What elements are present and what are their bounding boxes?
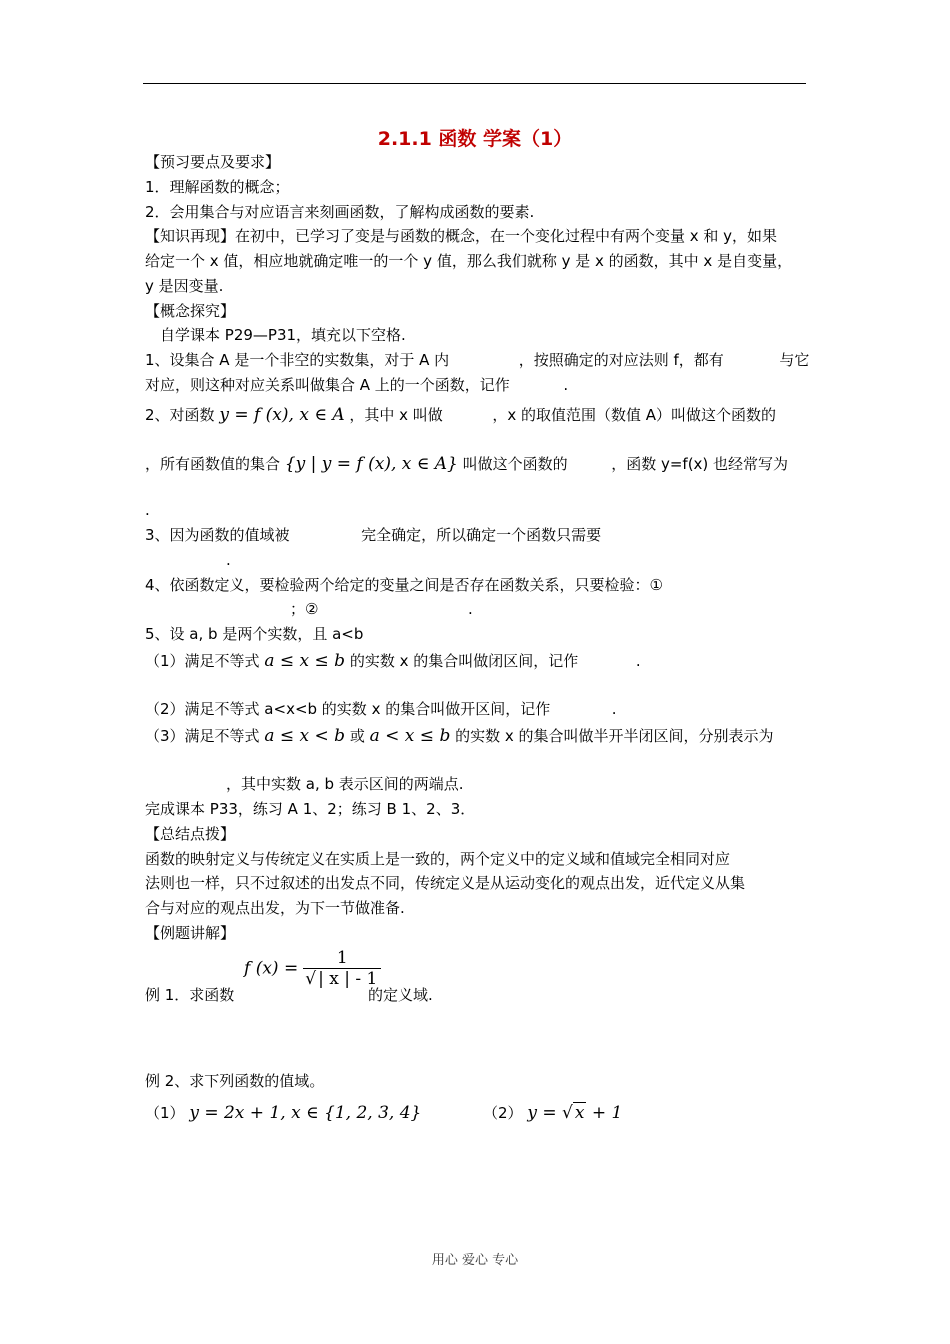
q4-text-b: . [468,600,473,618]
q5-item-3-cont: ，其中实数 a, b 表示区间的两端点. [226,775,464,793]
q1-text-c: 与它 [779,351,810,369]
q5-3-formula-1: a ≤ x < b [264,726,346,746]
q1-text-b: ，按照确定的对应法则 f，都有 [518,351,724,369]
q2-line-3: . [145,501,150,519]
example-2-2-label: （2） [483,1104,523,1122]
q4-line-2 [290,599,473,619]
q5-2-text-b: . [611,700,617,718]
q2-line-1 [145,405,776,425]
example-1-formula [244,948,381,989]
knowledge-line-2: 给定一个 x 值，相应地就确定唯一的一个 y 值，那么我们就称 y 是 x 的函数，其中 x 是自变量， [145,252,793,270]
q5-2-text-a: （2）满足不等式 a<x<b 的实数 x 的集合叫做开区间，记作 [145,700,551,718]
summary-line-2: 法则也一样，只不过叙述的出发点不同，传统定义是从运动变化的观点出发，近代定义从集 [145,874,746,892]
q5-3-formula-2: a < x ≤ b [369,726,451,746]
q1-line-1 [145,350,809,370]
example-1-tail: 的定义域. [368,986,433,1004]
knowledge-line-3: y 是因变量. [145,277,224,295]
q3-line-1 [145,525,601,545]
q4-text-a: ；② [290,600,319,618]
q2-set-formula: {y | y = f (x), x ∈ A} [284,454,458,474]
q5-1-text-a: （1）满足不等式 [145,652,260,670]
q3-text-b: 完全确定，所以确定一个函数只需要 [361,526,602,544]
page-footer: 用心 爱心 专心 [431,1253,519,1268]
example-2-1-formula: y = 2x + 1, x ∈ {1, 2, 3, 4} [189,1103,422,1123]
q5-3-text-a: （3）满足不等式 [145,727,260,745]
sqrt-icon: √ [305,969,317,989]
example-1-lhs: f (x) = [244,958,299,979]
exercise-line: 完成课本 P33，练习 A 1、2；练习 B 1、2、3． [145,800,476,818]
q5-item-1 [145,651,641,671]
example-2-2-formula-b: + 1 [586,1103,623,1123]
example-2-item-2 [483,1103,622,1123]
q2-line-2 [145,454,788,474]
q1-text-d: 对应，则这种对应关系叫做集合 A 上的一个函数，记作 [145,376,510,394]
fraction-numerator: 1 [303,948,381,969]
q1-text-a: 1、设集合 A 是一个非空的实数集，对于 A 内 [145,351,450,369]
example-2-1-label: （1） [145,1104,185,1122]
concept-header: 【概念探究】 [145,302,236,320]
preview-header: 【预习要点及要求】 [145,153,281,171]
example-2-item-1 [145,1103,421,1123]
q1-line-2 [145,375,568,395]
q2-text-c: ，x 的取值范围（数值 A）叫做这个函数的 [492,406,777,424]
q4-line-1: 4、依函数定义，要检验两个给定的变量之间是否存在函数关系，只要检验：① [145,576,663,594]
preview-item-1: 1．理解函数的概念； [145,178,290,196]
preview-item-2: 2．会用集合与对应语言来刻画函数，了解构成函数的要素. [145,203,535,221]
radicand: | x | - 1 [318,969,378,989]
summary-line-1: 函数的映射定义与传统定义在实质上是一致的，两个定义中的定义域和值域完全相同对应 [145,850,731,868]
example-1-text: 例 1．求函数 [145,986,235,1004]
q2-formula: y = f (x), x ∈ A [219,405,345,425]
q5-1-text-c: . [635,652,641,670]
q1-text-e: . [563,376,569,394]
q2-text-e: 叫做这个函数的 [462,455,568,473]
concept-intro: 自学课本 P29—P31，填充以下空格. [160,326,406,344]
example-header: 【例题讲解】 [145,924,236,942]
q5-item-3 [145,726,774,746]
example-2-2-radicand: x [574,1103,585,1123]
q3-line-2: . [226,551,231,569]
q3-text-a: 3、因为函数的值域被 [145,526,290,544]
example-2-2-formula-a: y = [527,1103,562,1123]
header-rule [143,83,806,84]
page-title: 2.1.1 函数 学案（1） [377,128,573,150]
q5-1-text-b: 的实数 x 的集合叫做闭区间，记作 [349,652,579,670]
q2-text-d: ，所有函数值的集合 [145,455,281,473]
summary-line-3: 合与对应的观点出发，为下一节做准备. [145,899,405,917]
knowledge-line-1: 【知识再现】在初中，已学习了变是与函数的概念，在一个变化过程中有两个变量 x 和 y，如果 [145,227,778,245]
example-1-fraction [303,948,381,989]
summary-header: 【总结点拨】 [145,825,236,843]
q5-1-formula: a ≤ x ≤ b [264,651,346,671]
q2-text-f: ，函数 y=f(x) 也经常写为 [611,455,789,473]
example-2-text: 例 2、求下列函数的值域。 [145,1072,325,1090]
sqrt-icon: √ [561,1103,573,1123]
q5-3-or: 或 [349,727,365,745]
q5-3-text-b: 的实数 x 的集合叫做半开半闭区间，分别表示为 [455,727,774,745]
q2-text-a: 2、对函数 [145,406,215,424]
q2-text-b: ，其中 x 叫做 [349,406,443,424]
q5-item-2 [145,699,617,719]
q5-line: 5、设 a, b 是两个实数，且 a<b [145,625,364,643]
